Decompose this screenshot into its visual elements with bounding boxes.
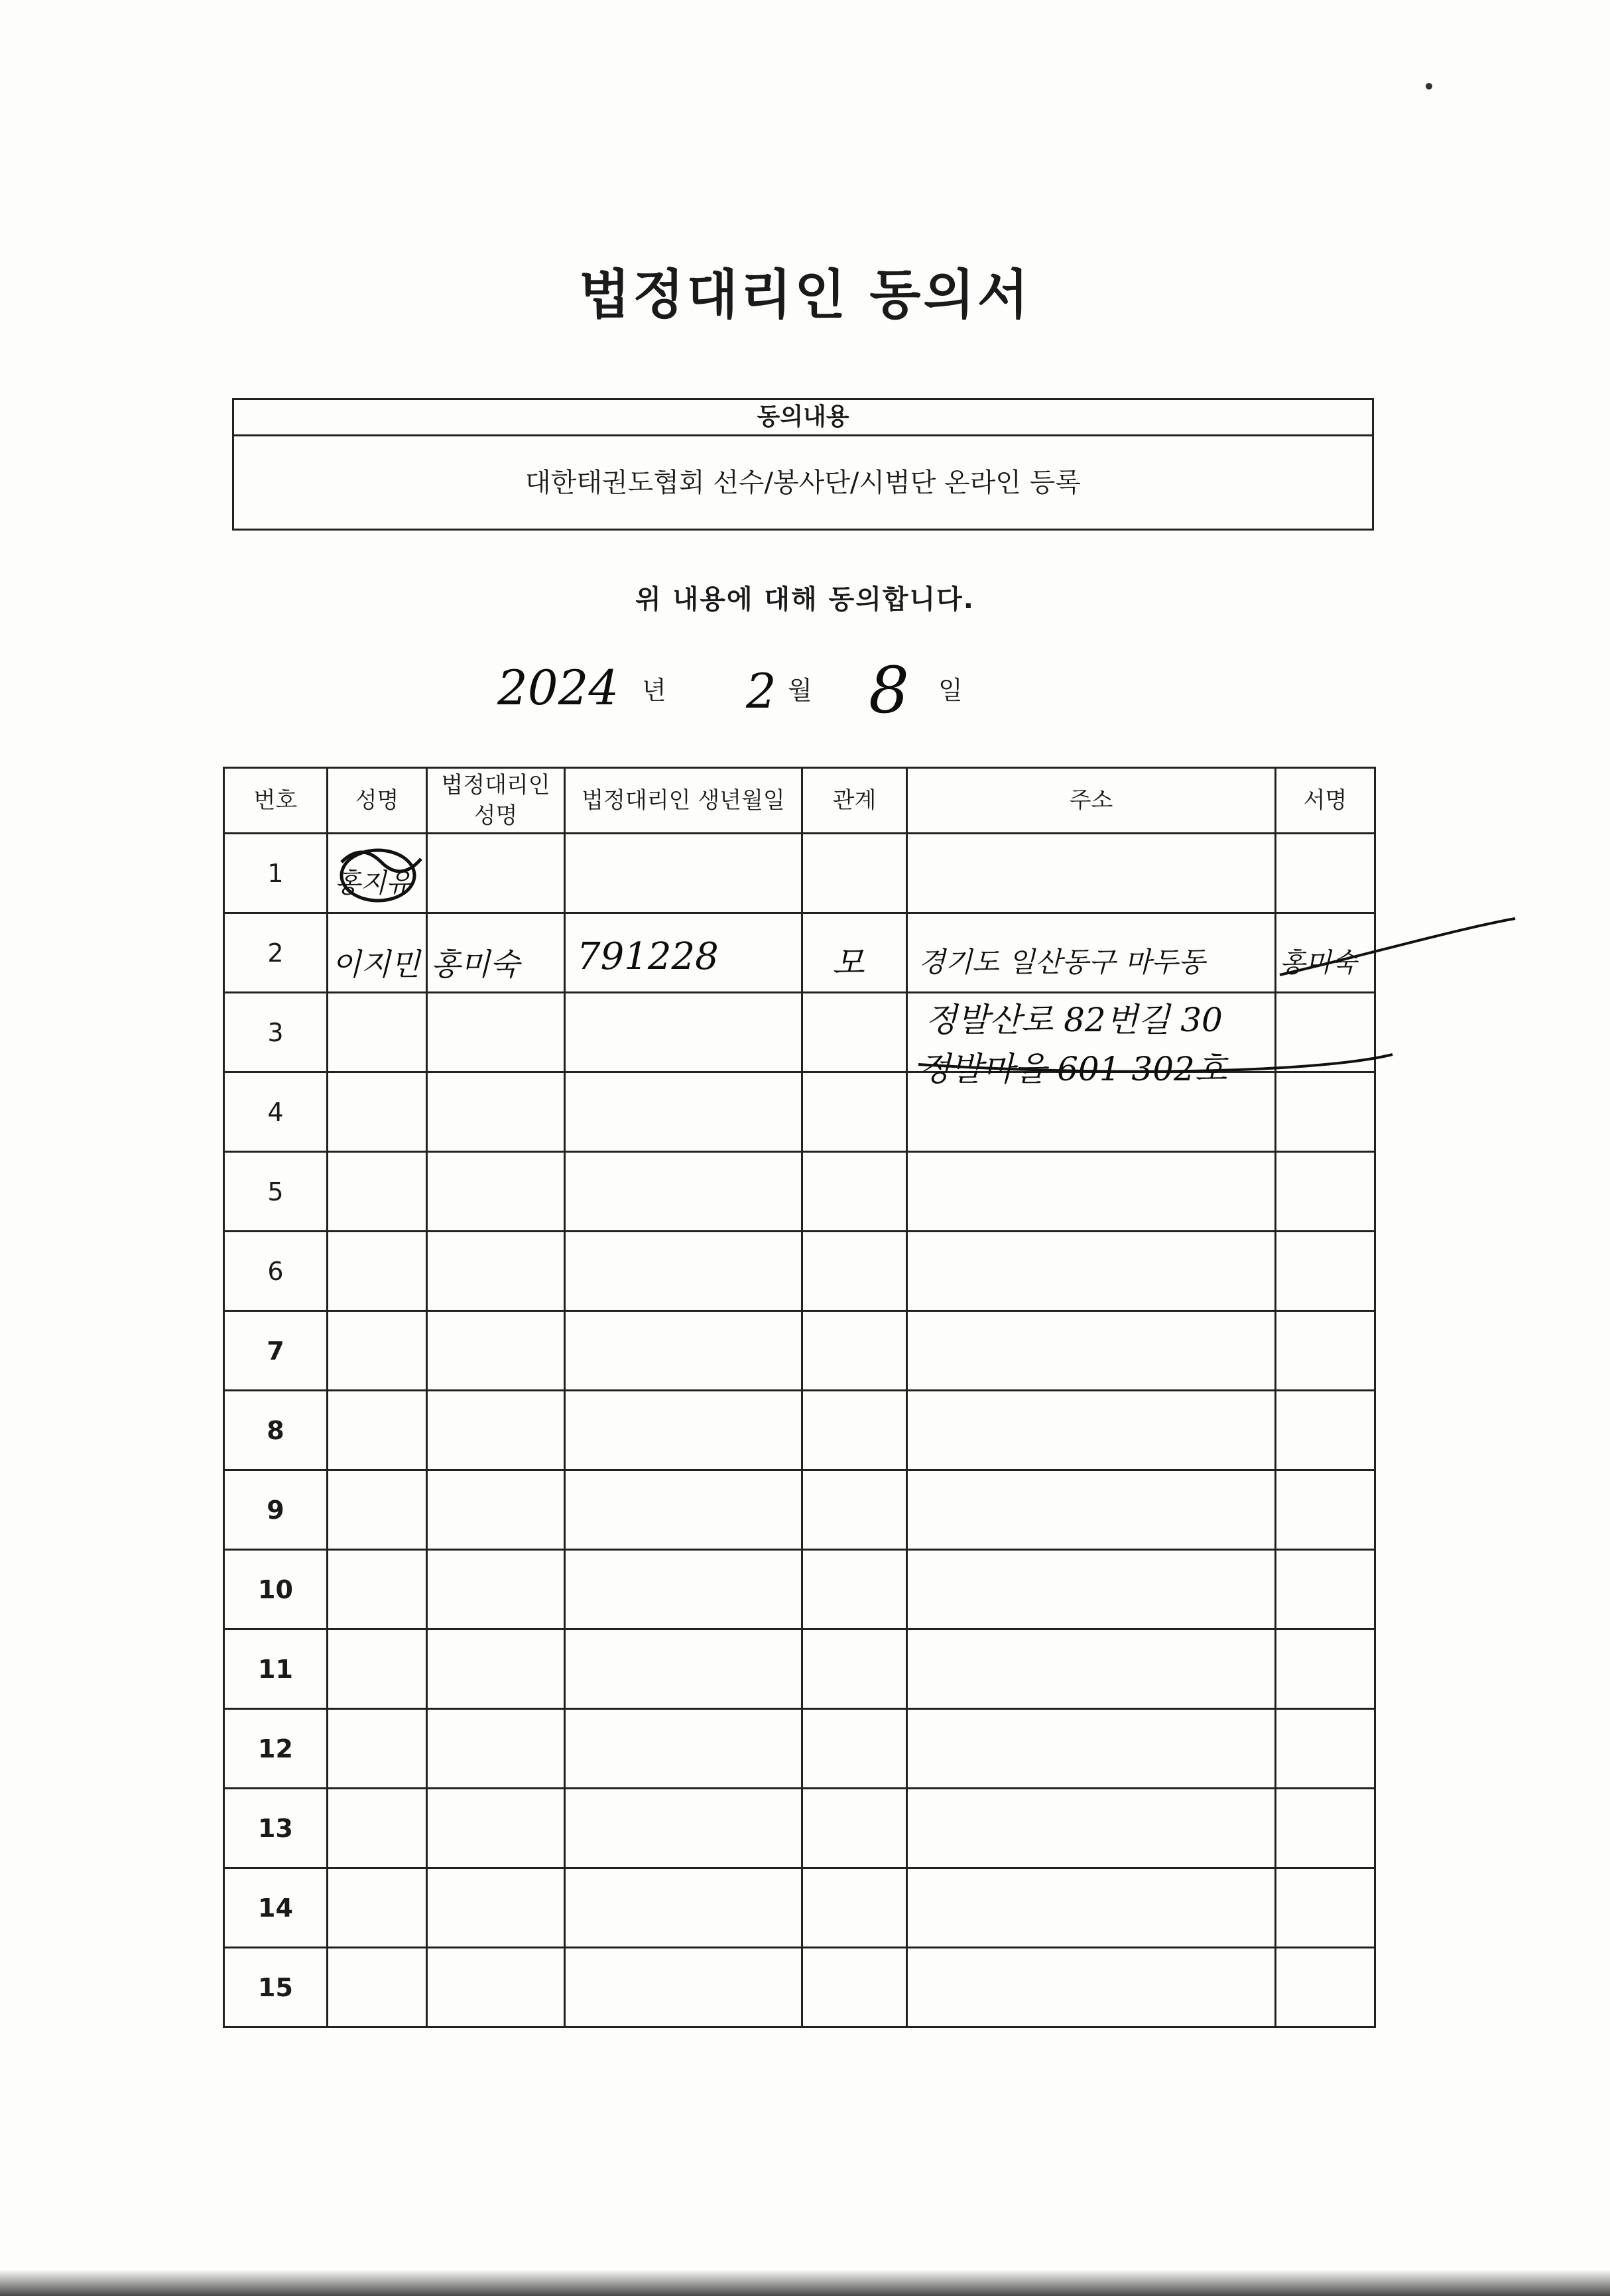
date-day: 8 bbox=[869, 653, 910, 728]
row-number: 4 bbox=[224, 1072, 328, 1152]
header-relation: 관계 bbox=[802, 768, 907, 834]
row-number: 12 bbox=[224, 1709, 328, 1789]
signature-flourish-stroke bbox=[1280, 919, 1515, 975]
row2-address-line2: 정발산로 82번길 30 bbox=[925, 1001, 1223, 1039]
header-number: 번호 bbox=[224, 768, 328, 834]
document-title: 법정대리인 동의서 bbox=[578, 264, 1032, 326]
row-number: 10 bbox=[224, 1550, 328, 1629]
row1-name: 홍지유 bbox=[335, 868, 412, 899]
row-number: 1 bbox=[224, 834, 328, 913]
row-number: 11 bbox=[224, 1629, 328, 1709]
row-number: 5 bbox=[224, 1152, 328, 1232]
row-number: 15 bbox=[224, 1948, 328, 2027]
date-year-unit: 년 bbox=[642, 676, 666, 705]
consent-header: 동의내용 bbox=[234, 400, 1372, 436]
header-signature: 서명 bbox=[1276, 768, 1375, 834]
header-address: 주소 bbox=[907, 768, 1276, 834]
date-year: 2024 bbox=[497, 660, 619, 716]
address-underline-stroke bbox=[918, 1054, 1393, 1072]
date-day-unit: 일 bbox=[938, 676, 963, 705]
row2-address-line3: 정발마을 601-302호 bbox=[918, 1050, 1227, 1088]
row-number: 8 bbox=[224, 1391, 328, 1470]
row2-signature: 홍미숙 bbox=[1280, 948, 1357, 978]
row2-guardian-birth: 791228 bbox=[577, 935, 719, 978]
header-guardian-name: 법정대리인 성명 bbox=[427, 768, 565, 834]
row-number: 6 bbox=[224, 1232, 328, 1311]
agreement-text: 위 내용에 대해 동의합니다. bbox=[635, 584, 975, 615]
row-number: 2 bbox=[224, 913, 328, 993]
row-number: 13 bbox=[224, 1789, 328, 1868]
date-month: 2 bbox=[746, 663, 776, 719]
row-number: 3 bbox=[224, 993, 328, 1072]
date-month-unit: 월 bbox=[788, 676, 812, 705]
consent-body: 대한태권도협회 선수/봉사단/시범단 온라인 등록 bbox=[525, 468, 1081, 498]
row2-relation: 모 bbox=[832, 944, 865, 982]
scan-speck bbox=[1426, 83, 1432, 90]
header-name: 성명 bbox=[328, 768, 427, 834]
row2-address-line1: 경기도 일산동구 마두동 bbox=[918, 946, 1206, 978]
row2-name: 이지민 bbox=[332, 946, 420, 982]
scan-edge-shadow bbox=[0, 2269, 1610, 2296]
row-number: 9 bbox=[224, 1470, 328, 1550]
row2-guardian-name: 홍미숙 bbox=[431, 946, 520, 982]
row-number: 7 bbox=[224, 1311, 328, 1391]
header-guardian-birth: 법정대리인 생년월일 bbox=[565, 768, 802, 834]
row-number: 14 bbox=[224, 1868, 328, 1948]
